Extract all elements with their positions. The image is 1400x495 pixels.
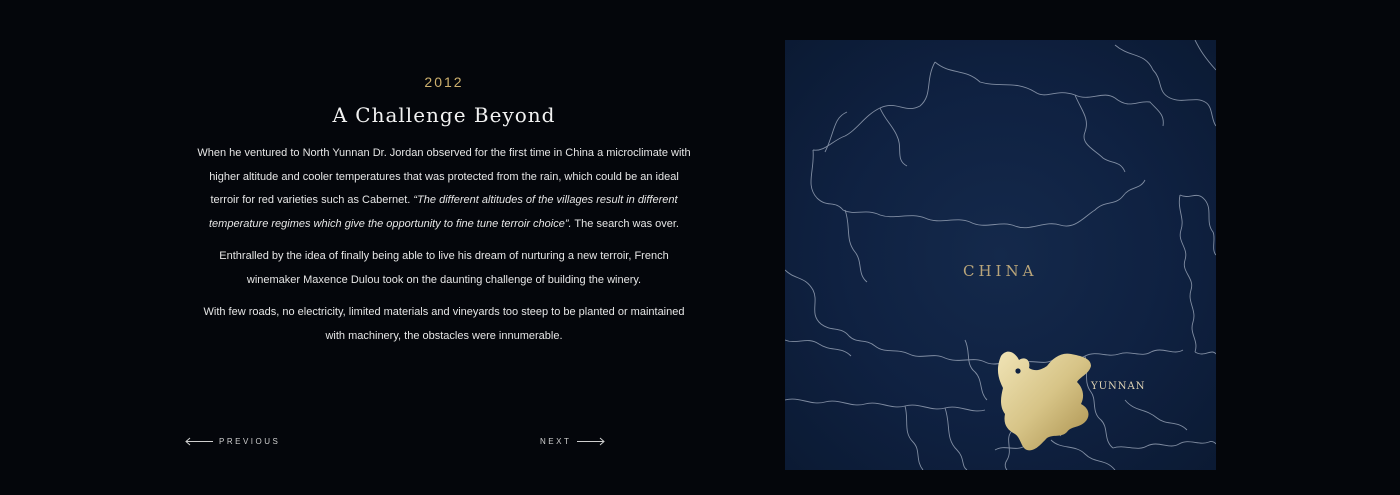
story-paragraph-3: With few roads, no electricity, limited materials and vineyards too steep to be planted or maintained with machinery, the obstacles were innumerable. xyxy=(203,306,685,342)
map-country-label: CHINA xyxy=(963,262,1038,280)
china-map xyxy=(785,40,1216,470)
previous-button[interactable] xyxy=(185,437,280,446)
story-paragraph-1-text: When he ventured to North Yunnan Dr. Jordan observed for the first time in China a microclimate with higher altitude and cooler temperatures that was protected from the rain, which could be an ideal terroir for red varieties such as Cabernet. xyxy=(197,147,691,206)
story-paragraph-1 xyxy=(195,142,693,236)
arrow-left-icon xyxy=(185,437,213,446)
story-year: 2012 xyxy=(424,74,464,90)
story-section xyxy=(195,72,693,357)
map-borders xyxy=(785,40,1216,470)
map-region-label: YUNNAN xyxy=(1091,381,1146,392)
story-paragraph-1-end: The search was over. xyxy=(571,217,679,230)
yunnan-region xyxy=(998,352,1091,451)
story-quote: “The different altitudes of the villages result in different temperature regimes which give the opportunity to fine tune terroir choice”. xyxy=(209,194,678,230)
next-button[interactable] xyxy=(540,437,605,446)
location-dot-icon xyxy=(1015,368,1020,373)
arrow-right-icon xyxy=(577,437,605,446)
story-paragraph-2: Enthralled by the idea of finally being able to live his dream of nurturing a new terroir, French winemaker Maxence Dulou took on the daunting challenge of building the winery. xyxy=(219,250,669,286)
story-title: A Challenge Beyond xyxy=(332,103,556,127)
previous-label: PREVIOUS xyxy=(219,437,281,446)
next-label: NEXT xyxy=(540,437,572,446)
